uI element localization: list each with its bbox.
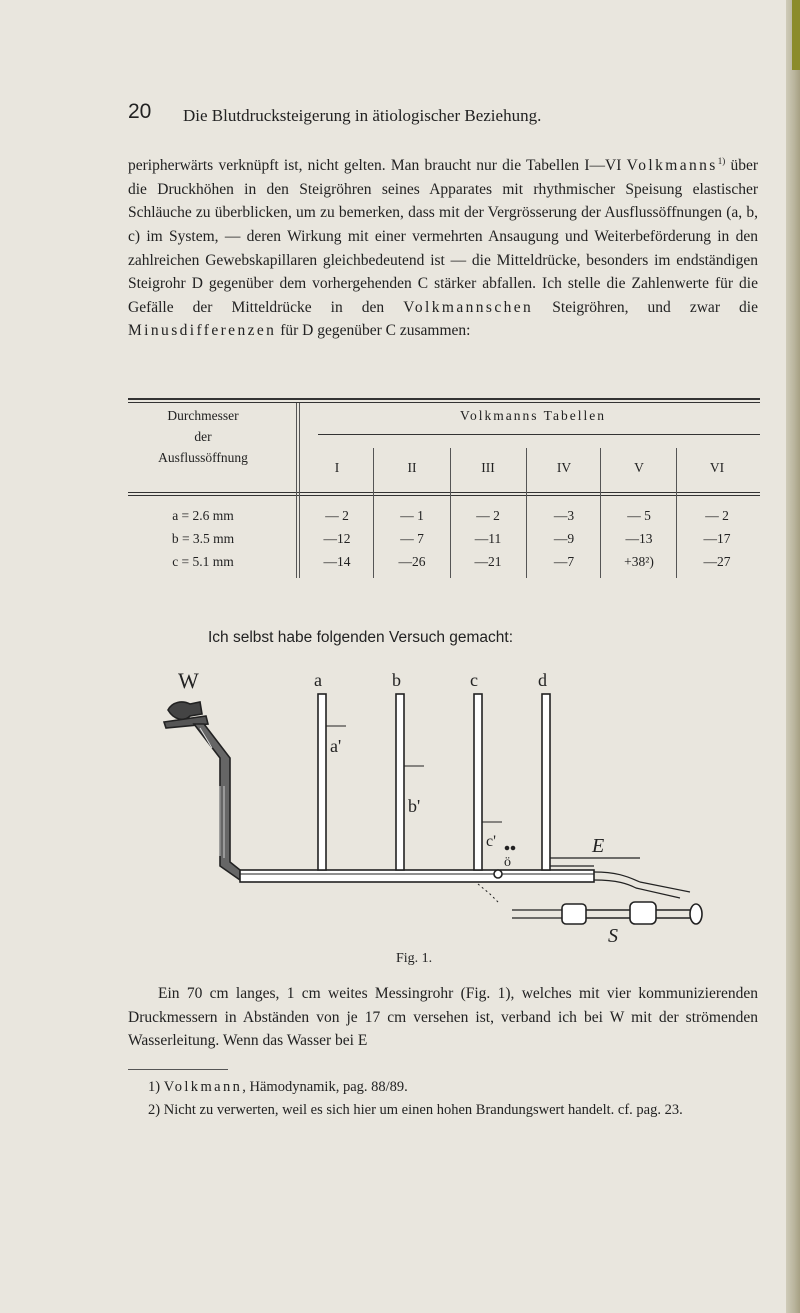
paragraph-1-cont: Steigröhren, und zwar die — [533, 298, 758, 316]
pressure-table — [128, 398, 760, 578]
figure-caption: Fig. 1. — [396, 951, 433, 966]
figure-label-b: b — [392, 670, 401, 690]
table-separator-2 — [299, 403, 300, 578]
orifice — [494, 870, 502, 878]
row-label: c = 5.1 mm — [172, 554, 234, 569]
figure-label-o: ö — [504, 855, 511, 870]
footnote-text: Nicht zu verwerten, weil es sich hier um einen hohen Brandungswert handelt. cf. pag. 23. — [163, 1102, 683, 1118]
footnote-rule — [128, 1069, 228, 1070]
figure-label-e: E — [592, 835, 605, 857]
tube-end — [690, 904, 702, 924]
figure-label-b-prime: b' — [408, 796, 421, 816]
table-cell: —14 — [323, 554, 351, 569]
table-cell: +38²) — [624, 554, 654, 569]
page-edge — [786, 0, 800, 1313]
footnote-ref-1: 1) — [717, 156, 726, 166]
figure-label-w: W — [178, 668, 199, 693]
group-header-rule — [318, 434, 760, 435]
col-divider — [526, 448, 527, 578]
group-header: Volkmanns Tabellen — [460, 408, 606, 423]
table-cell: —27 — [703, 554, 731, 569]
page-edge-mark — [792, 0, 800, 70]
table-cell: —17 — [703, 531, 731, 546]
table-header-rule-2 — [128, 495, 760, 496]
column-header: VI — [709, 460, 725, 475]
table-cell: —3 — [553, 508, 575, 523]
row-header-line: Durchmesser — [167, 408, 239, 423]
emphasis-term: Minusdifferenzen — [128, 322, 277, 340]
figure-label-a: a — [314, 670, 322, 690]
table-cell: —13 — [625, 531, 653, 546]
table-cell: —7 — [553, 554, 575, 569]
table-top-rule-2 — [128, 402, 760, 403]
column-header: V — [634, 460, 644, 475]
figure-label-s: S — [608, 925, 618, 946]
standpipe-c — [474, 694, 482, 870]
table-cell: — 7 — [400, 531, 424, 546]
column-header: I — [334, 460, 340, 475]
clamp — [562, 904, 586, 924]
experiment-intro: Ich selbst habe folgenden Versuch gemacht: — [208, 629, 514, 646]
footnote-author: Volkmann — [163, 1079, 243, 1095]
faucet-illustration — [164, 702, 240, 880]
row-label: a = 2.6 mm — [172, 508, 234, 523]
footnote-1 — [128, 1076, 778, 1099]
paragraph-1 — [128, 150, 758, 343]
standpipe-a — [318, 694, 326, 870]
column-header: IV — [556, 460, 572, 475]
table-cell: — 1 — [400, 508, 424, 523]
standpipe-d — [542, 694, 550, 870]
col-divider — [450, 448, 451, 578]
table-cell: —26 — [398, 554, 426, 569]
footnote-mark: 2) — [148, 1102, 161, 1118]
row-label: b = 3.5 mm — [171, 531, 235, 546]
paragraph-1-end: für D gegenüber C zusammen: — [276, 322, 471, 340]
paragraph-1-middle: über die Druckhöhen in den Steigröhren seines Apparates mit rhythmischer Speisung elastischer Schläuche zu überblicken, um zu bemerken, dass mit der Vergrösserung der Ausflussöffnungen (a, b, c) im System, — deren Wirkung mit einer vermehrten Ansaugung und Weiterbeförderung in den zahlreichen Gewebskapillaren gleichbedeutend ist — die Mitteldrücke, besonders im endständigen Steigrohr D gegenüber dem vorhergehenden C stärker abfallen. Ich stelle die Zahlenwerte für die Gefälle der Mitteldrücke in den — [128, 157, 759, 316]
col-divider — [600, 448, 601, 578]
table-cell: —12 — [323, 531, 351, 546]
page-number: 20 — [128, 100, 152, 123]
row-header-line: der — [194, 429, 212, 444]
table-cell: — 5 — [627, 508, 651, 523]
table-cell: —9 — [553, 531, 575, 546]
col-divider — [676, 448, 677, 578]
figure-label-c-prime: c' — [486, 833, 496, 850]
paragraph-1-start: peripherwärts verknüpft ist, nicht gelten. Man braucht nur die Tabellen I—VI — [128, 157, 622, 175]
column-header: II — [407, 460, 417, 475]
paragraph-2: Ein 70 cm langes, 1 cm weites Messingrohr (Fig. 1), welches mit vier kommunizierenden Druckmessern in Abständen von je 17 cm versehen ist, verband ich bei W mit der strömenden Wasserleitung. Wenn das Wasser bei E — [128, 985, 758, 1050]
table-cell: —21 — [474, 554, 502, 569]
col-divider — [373, 448, 374, 578]
table-cell: — 2 — [325, 508, 349, 523]
main-tube — [240, 870, 594, 882]
author-name-adjective: Volkmannschen — [403, 298, 534, 316]
table-cell: —11 — [474, 531, 502, 546]
table-cell: — 2 — [476, 508, 500, 523]
row-header-line: Ausflussöffnung — [158, 450, 248, 465]
figure-label-d: d — [538, 670, 547, 690]
author-name: Volkmanns — [626, 157, 718, 175]
running-title: Die Blutdrucksteigerung in ätiologischer Beziehung. — [183, 106, 542, 125]
footnote-mark: 1) — [148, 1079, 161, 1095]
apparatus-figure — [160, 666, 720, 946]
table-separator — [296, 403, 297, 578]
footnote-2 — [128, 1099, 758, 1122]
figure-label-c: c — [470, 670, 478, 690]
table-header-rule — [128, 492, 760, 493]
table-cell: — 2 — [705, 508, 729, 523]
table-top-rule — [128, 398, 760, 400]
footnote-text: , Hämodynamik, pag. 88/89. — [242, 1079, 408, 1095]
column-header: III — [481, 460, 495, 475]
standpipe-b — [396, 694, 404, 870]
figure-label-a-prime: a' — [330, 736, 342, 756]
